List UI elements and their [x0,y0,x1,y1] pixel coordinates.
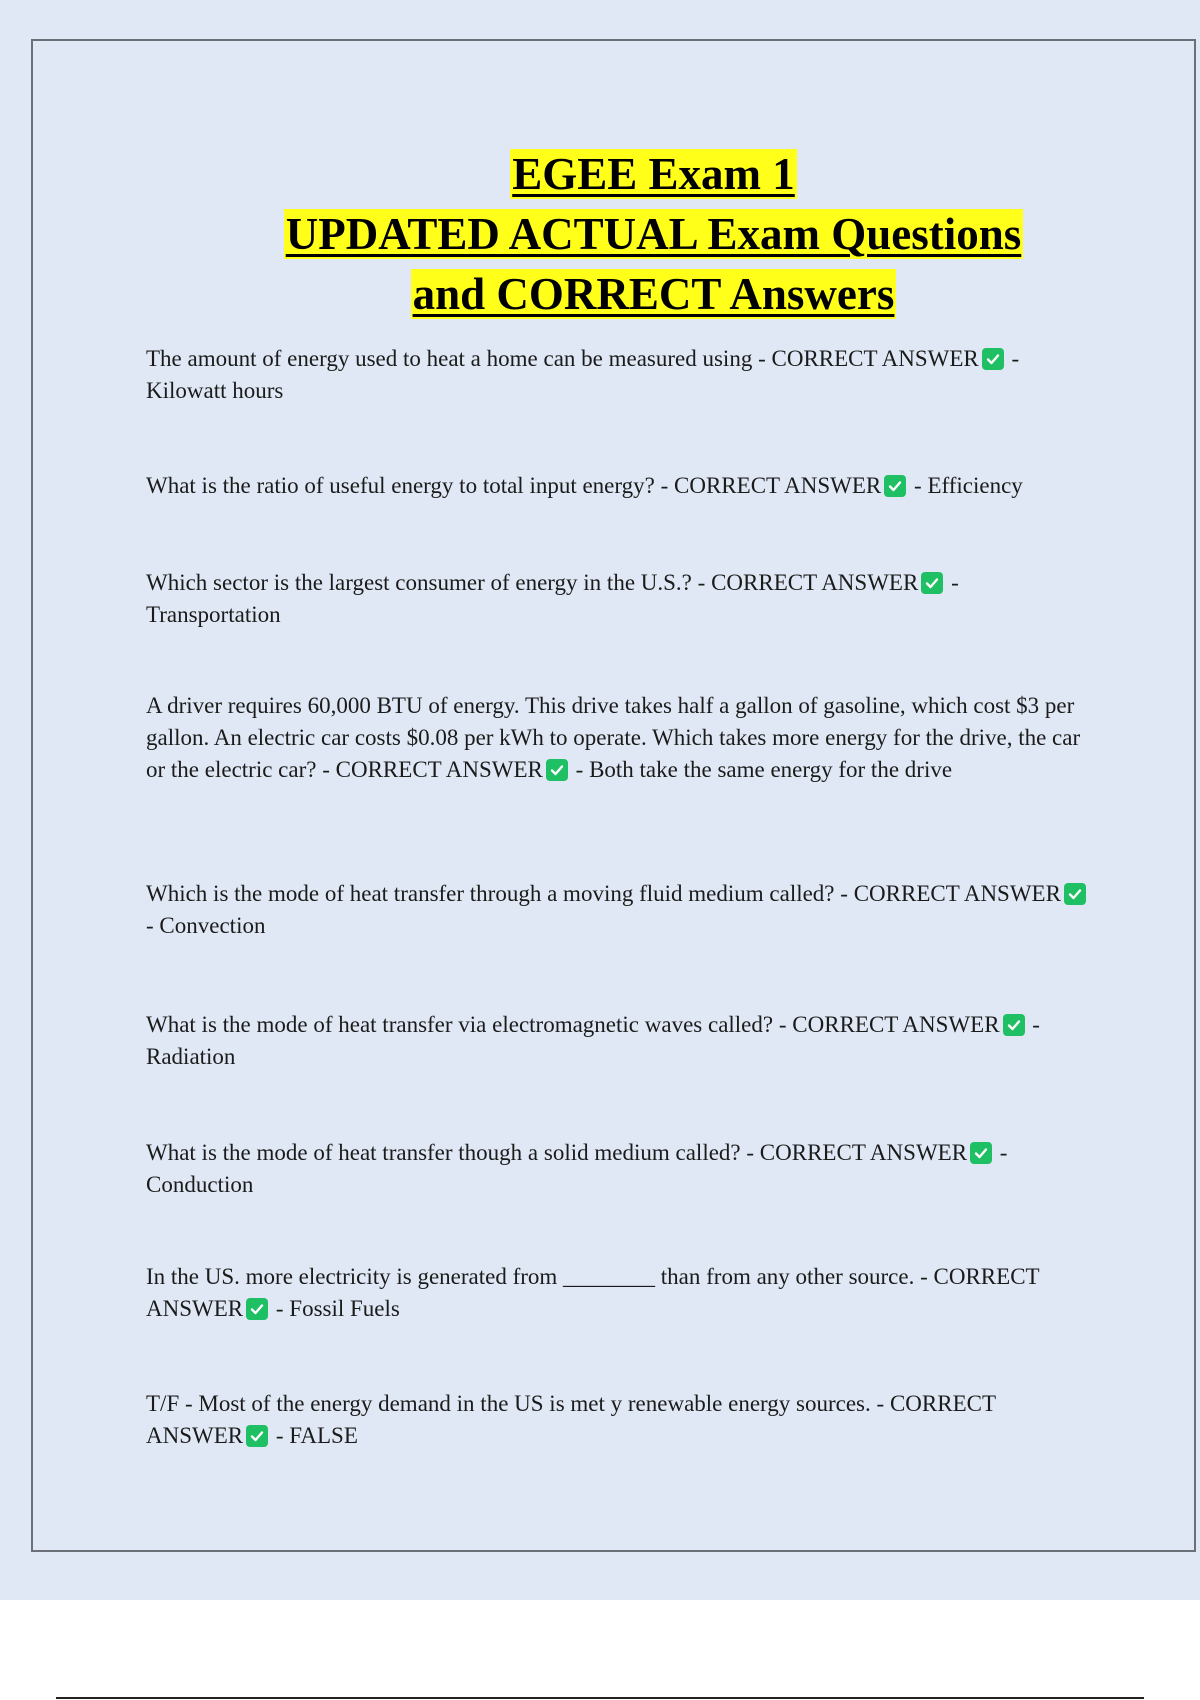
title-line-3: and CORRECT Answers [412,269,895,319]
qa-item-6: What is the mode of heat transfer via electromagnetic waves called? - CORRECT ANSWER - Radiation [146,1012,1040,1069]
question-text: The amount of energy used to heat a home can be measured using [146,346,753,371]
check-box-icon [246,1298,268,1320]
answer-label: CORRECT ANSWER [792,1012,1000,1037]
title-line-1: EGEE Exam 1 [512,149,795,199]
check-box-icon [1064,883,1086,905]
check-box-icon [982,348,1004,370]
footer-rule [56,1697,1144,1699]
question-text: Which sector is the largest consumer of energy in the U.S.? [146,570,692,595]
answer-label: CORRECT ANSWER [759,1140,968,1165]
answer-text: Radiation [146,1044,236,1069]
check-box-icon [884,475,906,497]
qa-item-1: The amount of energy used to heat a home can be measured using - CORRECT ANSWER - Kilowatt hours [146,346,1020,403]
document-title [31,144,1200,324]
answer-text: Both take the same energy for the drive [589,757,953,782]
check-box-icon [246,1425,268,1447]
answer-text: FALSE [289,1423,358,1448]
answer-label: CORRECT ANSWER [146,1264,1040,1321]
answer-label: CORRECT ANSWER [711,570,919,595]
question-text: Which is the mode of heat transfer through a moving fluid medium called? [146,881,835,906]
qa-item-3: Which sector is the largest consumer of energy in the U.S.? - CORRECT ANSWER - Transportation [146,570,959,627]
answer-text: Transportation [146,602,281,627]
question-text: In the US. more electricity is generated from ________ than from any other source. [146,1264,915,1289]
title-line-2: UPDATED ACTUAL Exam Questions [285,209,1022,259]
question-text: T/F - Most of the energy demand in the US is met y renewable energy sources. [146,1391,871,1416]
answer-label: CORRECT ANSWER [674,473,882,498]
answer-text: Efficiency [927,473,1023,498]
answer-label: CORRECT ANSWER [771,346,979,371]
question-text: What is the mode of heat transfer via electromagnetic waves called? [146,1012,774,1037]
answer-text: Kilowatt hours [146,378,284,403]
answer-text: Fossil Fuels [289,1296,400,1321]
answer-label: CORRECT ANSWER [853,881,1061,906]
question-text: A driver requires 60,000 BTU of energy. This drive takes half a gallon of gasoline, which cost $3 per gallon. An electric car costs $0.08 per kWh to operate. Which takes more energy for the drive, the car or the electric car? [146,693,1081,782]
qa-item-9: T/F - Most of the energy demand in the US is met y renewable energy sources. - CORRECT ANSWER - FALSE [146,1391,996,1448]
check-box-icon [970,1142,992,1164]
question-text: What is the ratio of useful energy to total input energy? [146,473,655,498]
check-box-icon [1003,1014,1025,1036]
qa-item-5: Which is the mode of heat transfer through a moving fluid medium called? - CORRECT ANSWER - Convection [146,878,1096,942]
question-text: What is the mode of heat transfer though a solid medium called? [146,1140,741,1165]
answer-label: CORRECT ANSWER [335,757,543,782]
qa-item-4: A driver requires 60,000 BTU of energy. This drive takes half a gallon of gasoline, which cost $3 per gallon. An electric car costs $0.08 per kWh to operate. Which takes more energy for the drive, the car or the electric car? - CORRECT ANSWER - Both take the same energy for the drive [146,693,1081,782]
answer-text: Convection [159,913,266,938]
check-box-icon [546,759,568,781]
check-box-icon [921,572,943,594]
qa-item-2: What is the ratio of useful energy to total input energy? - CORRECT ANSWER - Efficiency [146,473,1023,498]
answer-label: CORRECT ANSWER [146,1391,996,1448]
answer-text: Conduction [146,1172,254,1197]
qa-item-8: In the US. more electricity is generated from ________ than from any other source. - CORRECT ANSWER - Fossil Fuels [146,1264,1040,1321]
qa-item-7: What is the mode of heat transfer though a solid medium called? - CORRECT ANSWER - Conduction [146,1140,1008,1197]
